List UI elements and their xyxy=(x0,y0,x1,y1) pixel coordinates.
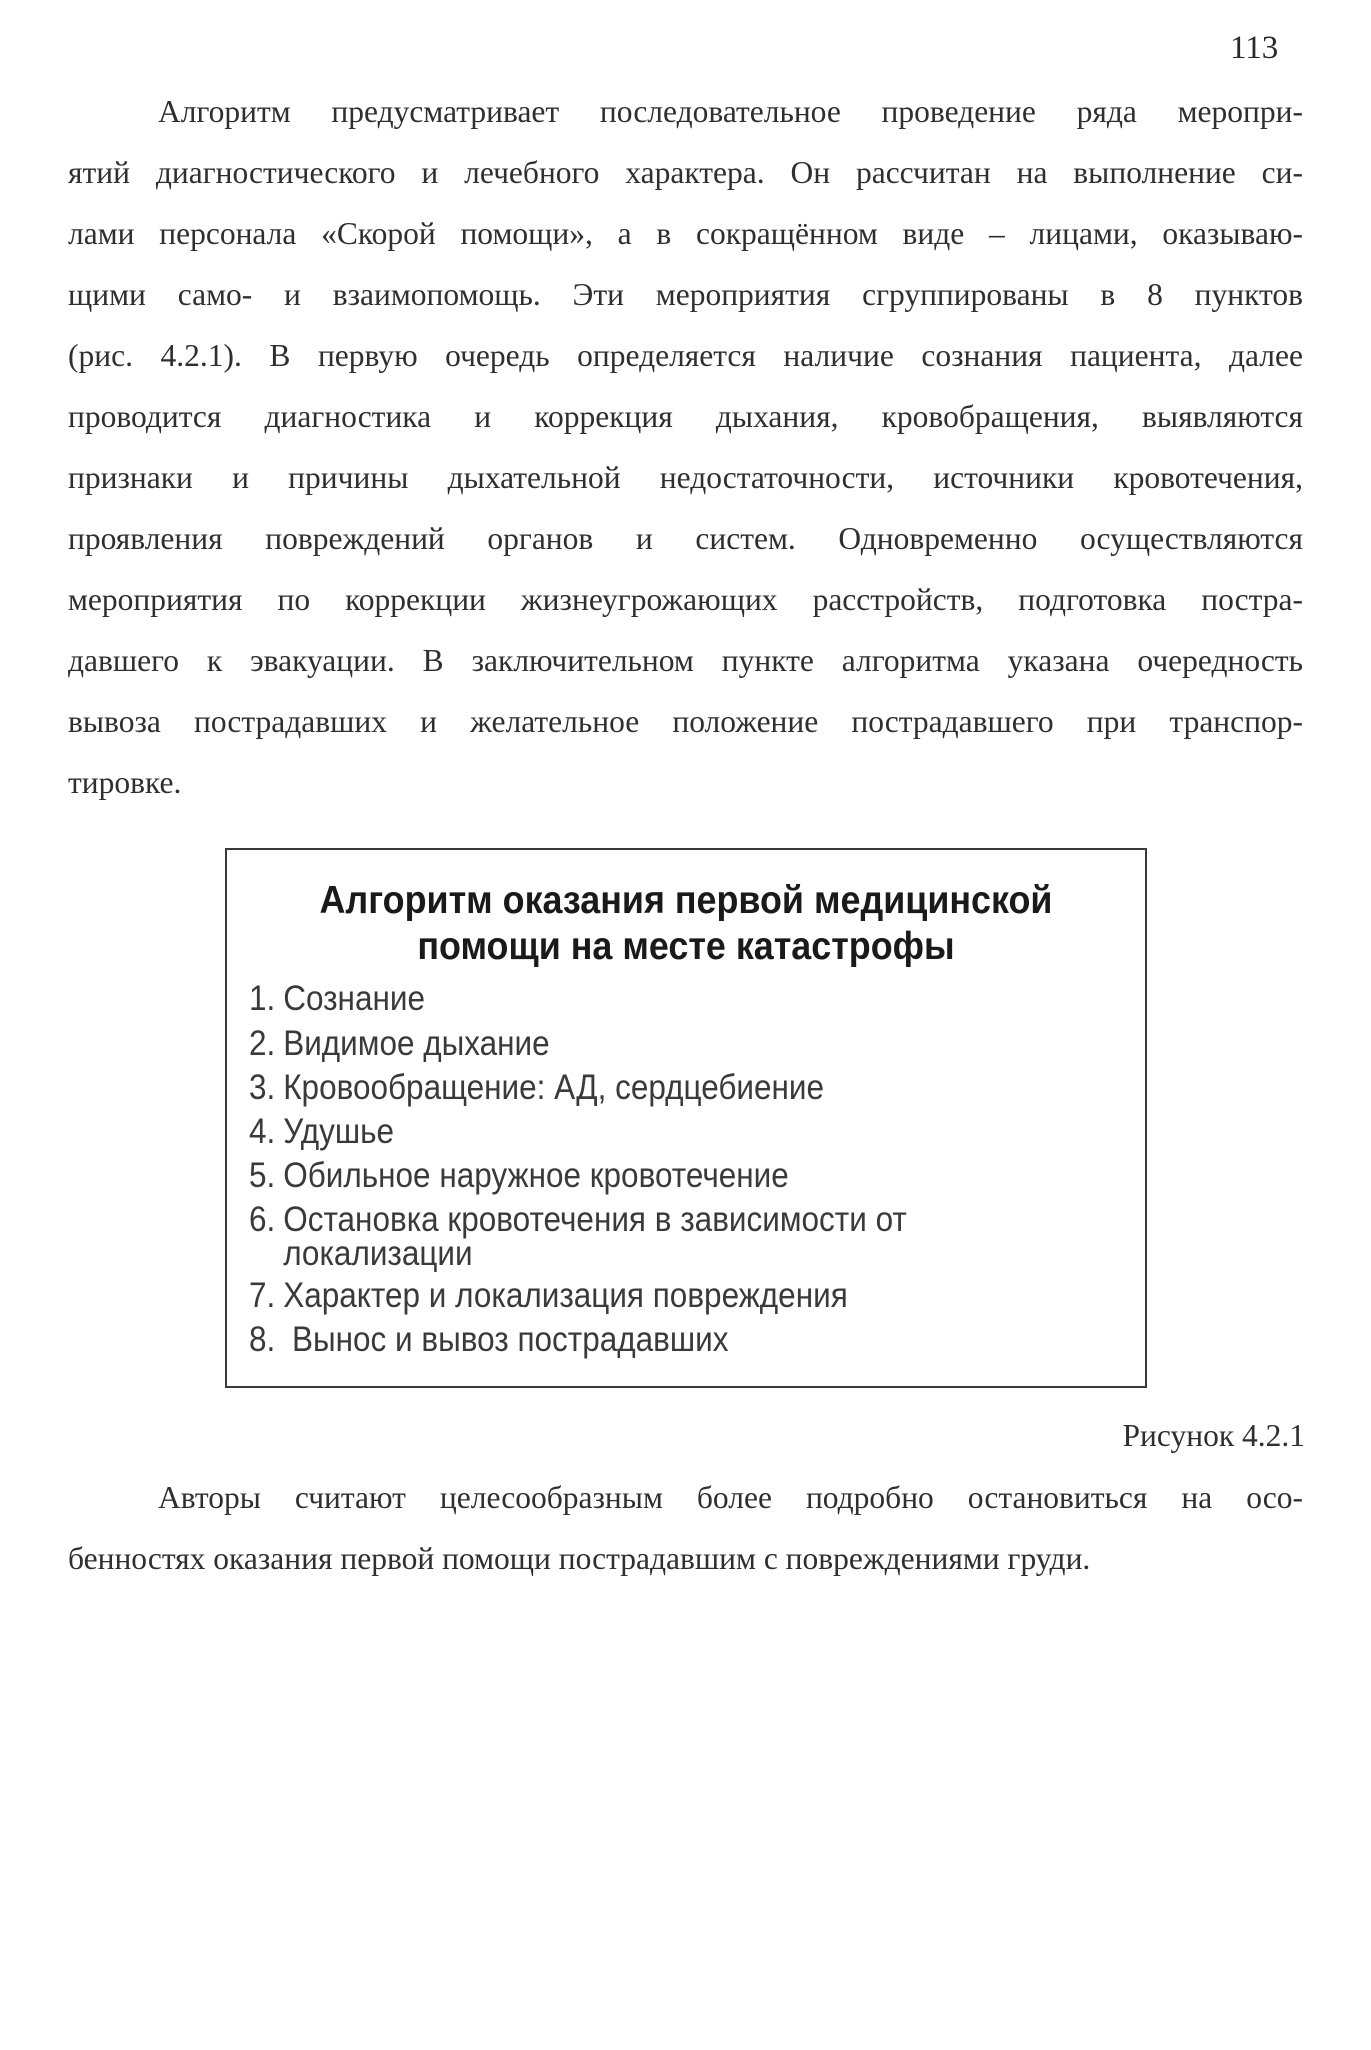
algorithm-step xyxy=(249,1156,1041,1195)
figure-title-line: Алгоритм оказания первой медицинской xyxy=(319,879,1053,922)
paragraph-line: мероприятия по коррекции жизнеугрожающих расстройств, подготовка постра- xyxy=(68,582,1303,617)
step-text: Видимое дыхание xyxy=(283,1024,550,1063)
step-text-continuation: локализации xyxy=(283,1234,473,1273)
step-text: Обильное наружное кровотечение xyxy=(283,1156,789,1195)
algorithm-step xyxy=(249,1276,1041,1315)
step-text: Характер и локализация повреждения xyxy=(283,1276,848,1315)
figure-title-line: помощи на месте катастрофы xyxy=(417,925,955,968)
paragraph-line: ятий диагностического и лечебного характера. Он рассчитан на выполнение си- xyxy=(68,155,1303,190)
figure-title xyxy=(264,878,1109,970)
page-number: 113 xyxy=(1230,30,1279,66)
paragraph-line: проявления повреждений органов и систем. Одновременно осуществляются xyxy=(68,521,1303,556)
paragraph-line: вывоза пострадавших и желательное положение пострадавшего при транспор- xyxy=(68,704,1303,739)
step-number: 2. xyxy=(249,1024,276,1063)
paragraph-line: тировке. xyxy=(68,765,182,800)
algorithm-step xyxy=(249,1200,1041,1273)
step-number: 5. xyxy=(249,1156,276,1195)
step-number: 1. xyxy=(249,979,276,1018)
step-number: 8. xyxy=(249,1320,276,1359)
step-text: Сознание xyxy=(283,979,425,1018)
step-text: Остановка кровотечения в зависимости от xyxy=(283,1200,907,1239)
figure-algorithm-box xyxy=(225,848,1147,1388)
paragraph-line: щими само- и взаимопомощь. Эти мероприятия сгруппированы в 8 пунктов xyxy=(68,277,1303,312)
algorithm-step xyxy=(249,1024,1041,1063)
paragraph-line: Авторы считают целесообразным более подробно остановиться на осо- xyxy=(158,1480,1303,1515)
step-text: Кровообращение: АД, сердцебиение xyxy=(283,1068,825,1107)
paragraph-line: давшего к эвакуации. В заключительном пункте алгоритма указана очередность xyxy=(68,643,1303,678)
paragraph-line: признаки и причины дыхательной недостаточности, источники кровотечения, xyxy=(68,460,1303,495)
algorithm-step xyxy=(249,1068,1041,1107)
paragraph-line: проводится диагностика и коррекция дыхания, кровобращения, выявляются xyxy=(68,399,1303,434)
step-number: 4. xyxy=(249,1112,276,1151)
step-text: Удушье xyxy=(283,1112,395,1151)
step-number: 6. xyxy=(249,1200,276,1239)
step-number: 7. xyxy=(249,1276,276,1315)
paragraph-line: (рис. 4.2.1). В первую очередь определяется наличие сознания пациента, далее xyxy=(68,338,1303,373)
figure-caption: Рисунок 4.2.1 xyxy=(1122,1418,1305,1453)
paragraph-line: лами персонала «Скорой помощи», а в сокращённом виде – лицами, оказываю- xyxy=(68,216,1303,251)
algorithm-step xyxy=(249,1112,1041,1151)
algorithm-step xyxy=(249,979,1041,1018)
step-number: 3. xyxy=(249,1068,276,1107)
paragraph-line: бенностях оказания первой помощи пострадавшим с повреждениями груди. xyxy=(68,1541,1091,1576)
algorithm-step xyxy=(249,1320,1041,1359)
paragraph-line: Алгоритм предусматривает последовательное проведение ряда меропри- xyxy=(158,94,1303,129)
step-text: Вынос и вывоз пострадавших xyxy=(283,1320,729,1359)
